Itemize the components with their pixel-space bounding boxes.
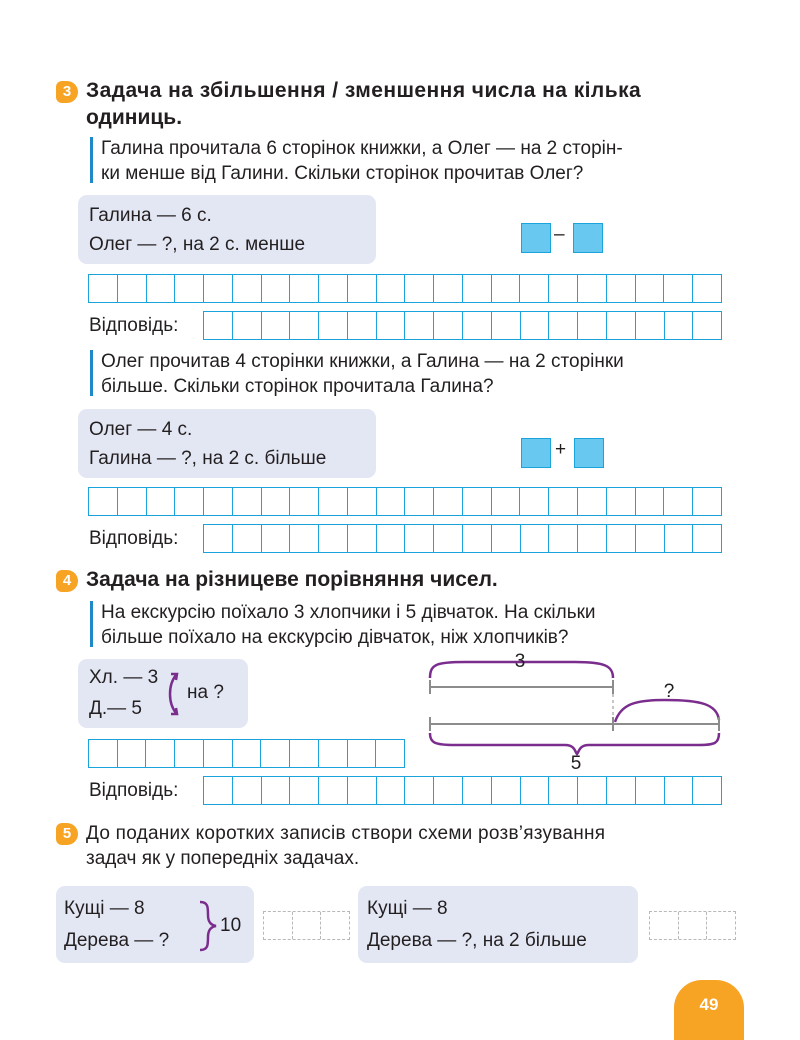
- answer-label: Відповідь:: [89, 780, 179, 801]
- scheme-grid[interactable]: [263, 911, 350, 940]
- short-note: [78, 195, 376, 264]
- problem-marker: [90, 601, 93, 647]
- compare-arrow-icon: [166, 671, 186, 719]
- problem-text: Олег прочитав 4 сторінки книжки, а Галина — на 2 сторінки: [101, 351, 624, 372]
- problem-text: ки менше від Галини. Скільки сторінок прочитав Олег?: [101, 163, 584, 184]
- problem-marker: [90, 137, 93, 183]
- answer-grid[interactable]: [203, 524, 722, 553]
- task-title: Задача на збільшення / зменшення числа на кілька: [86, 79, 642, 102]
- note-line: Галина — 6 с.: [89, 205, 212, 226]
- instruction-text: До поданих коротких записів створи схеми розв’язування: [86, 823, 606, 844]
- page-number: 49: [674, 980, 744, 1040]
- note-line: Кущі — 8: [64, 898, 145, 919]
- short-note: [358, 886, 638, 963]
- short-note: [78, 409, 376, 478]
- note-line: Кущі — 8: [367, 898, 448, 919]
- note-line: Галина — ?, на 2 с. більше: [89, 448, 327, 469]
- problem-text: більше поїхало на екскурсію дівчаток, ніж хлопчиків?: [101, 627, 569, 648]
- answer-box[interactable]: [521, 223, 551, 253]
- note-line: Олег — ?, на 2 с. менше: [89, 234, 306, 255]
- task-title-continued: одиниць.: [86, 106, 183, 129]
- total-label: 10: [220, 915, 242, 936]
- task-number-badge: 5: [56, 823, 78, 845]
- answer-grid[interactable]: [203, 776, 722, 805]
- solution-grid[interactable]: [88, 487, 722, 516]
- task-number-badge: 3: [56, 81, 78, 103]
- answer-box[interactable]: [521, 438, 551, 468]
- note-line: Хл. — 3: [89, 667, 159, 688]
- problem-marker: [90, 350, 93, 396]
- note-line: Д.— 5: [89, 698, 142, 719]
- scheme-grid[interactable]: [649, 911, 736, 940]
- diagram-bottom-label: 5: [570, 753, 582, 770]
- answer-label: Відповідь:: [89, 315, 179, 336]
- note-line: Олег — 4 с.: [89, 419, 193, 440]
- short-note: [56, 886, 254, 963]
- answer-box[interactable]: [574, 438, 604, 468]
- solution-grid[interactable]: [88, 739, 405, 768]
- answer-grid[interactable]: [203, 311, 722, 340]
- note-line: Дерева — ?: [64, 930, 170, 951]
- task-title: Задача на різницеве порівняння чисел.: [86, 568, 498, 591]
- instruction-text: задач як у попередніх задачах.: [86, 848, 360, 869]
- total-brace-icon: [196, 899, 218, 953]
- note-line: Дерева — ?, на 2 більше: [367, 930, 587, 951]
- task-number-badge: 4: [56, 570, 78, 592]
- solution-grid[interactable]: [88, 274, 722, 303]
- short-note: [78, 659, 248, 728]
- difference-brace: [615, 700, 719, 722]
- answer-box[interactable]: [573, 223, 603, 253]
- problem-text: Галина прочитала 6 сторінок книжки, а Олег — на 2 сторін-: [101, 138, 623, 159]
- bottom-brace: [430, 733, 719, 754]
- plus-sign: +: [555, 439, 567, 460]
- answer-label: Відповідь:: [89, 528, 179, 549]
- problem-text: більше. Скільки сторінок прочитала Галина?: [101, 376, 494, 397]
- compare-label: на ?: [187, 682, 224, 703]
- segment-diagram: [425, 652, 725, 770]
- diagram-top-label: 3: [514, 652, 526, 672]
- minus-sign: –: [554, 224, 565, 245]
- diagram-diff-label: ?: [663, 681, 675, 702]
- problem-text: На екскурсію поїхало 3 хлопчики і 5 дівчаток. На скільки: [101, 602, 596, 623]
